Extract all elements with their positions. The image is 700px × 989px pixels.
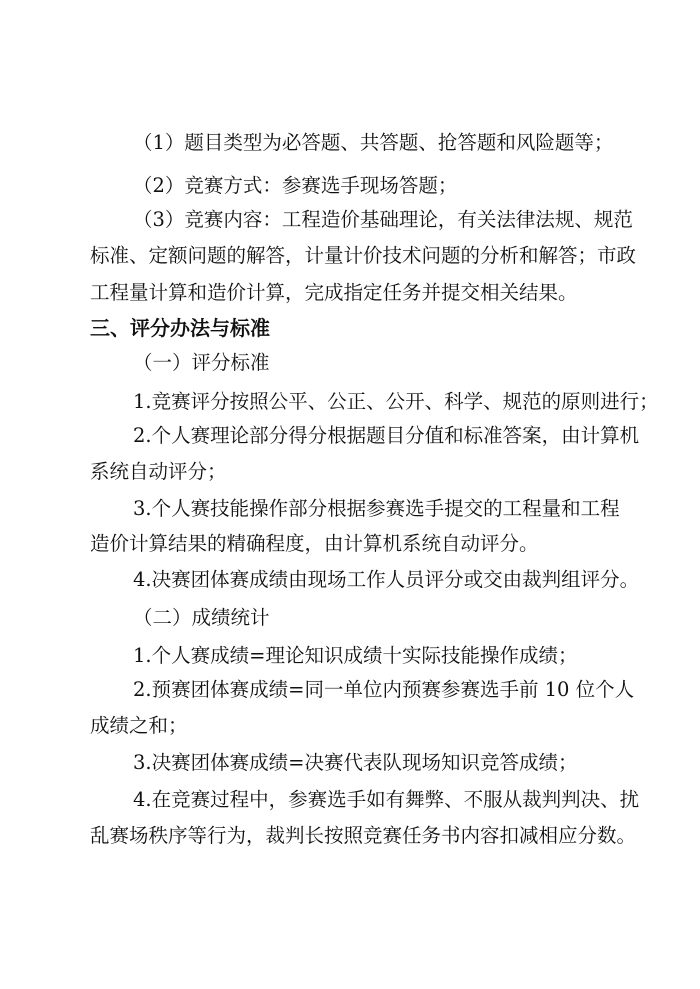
paragraph-misconduct-line-1: 4.在竞赛过程中，参赛选手如有舞弊、不服从裁判判决、扰 <box>133 788 640 811</box>
paragraph-competition-content-line-2: 标准、定额问题的解答，计量计价技术问题的分析和解答；市政 <box>90 244 637 267</box>
paragraph-competition-method: （2）竞赛方式：参赛选手现场答题； <box>133 174 458 197</box>
section-heading-scoring: 三、评分办法与标准 <box>90 316 270 340</box>
paragraph-individual-score: 1.个人赛成绩=理论知识成绩十实际技能操作成绩； <box>133 644 578 667</box>
paragraph-final-team-score: 3.决赛团体赛成绩=决赛代表队现场知识竞答成绩； <box>133 751 578 774</box>
paragraph-theory-scoring-line-1: 2.个人赛理论部分得分根据题目分值和标准答案，由计算机 <box>133 424 640 447</box>
paragraph-competition-content-line-1: （3）竞赛内容：工程造价基础理论，有关法律法规、规范 <box>133 208 633 231</box>
subsection-heading-score-statistics: （二）成绩统计 <box>133 606 270 629</box>
paragraph-prelim-team-score-line-1: 2.预赛团体赛成绩=同一单位内预赛参赛选手前 10 位个人 <box>133 678 635 701</box>
paragraph-prelim-team-score-line-2: 成绩之和； <box>90 714 188 737</box>
paragraph-skill-scoring-line-2: 造价计算结果的精确程度，由计算机系统自动评分。 <box>90 532 539 555</box>
paragraph-skill-scoring-line-1: 3.个人赛技能操作部分根据参赛选手提交的工程量和工程 <box>133 497 620 520</box>
paragraph-question-types: （1）题目类型为必答题、共答题、抢答题和风险题等； <box>133 131 614 154</box>
subsection-heading-scoring-standards: （一）评分标准 <box>133 351 270 374</box>
paragraph-competition-content-line-3: 工程量计算和造价计算，完成指定任务并提交相关结果。 <box>90 281 578 304</box>
paragraph-misconduct-line-2: 乱赛场秩序等行为，裁判长按照竞赛任务书内容扣减相应分数。 <box>90 824 637 847</box>
paragraph-scoring-principle: 1.竞赛评分按照公平、公正、公开、科学、规范的原则进行； <box>133 390 659 413</box>
paragraph-final-team-scoring: 4.决赛团体赛成绩由现场工作人员评分或交由裁判组评分。 <box>133 568 640 591</box>
paragraph-theory-scoring-line-2: 系统自动评分； <box>90 460 227 483</box>
